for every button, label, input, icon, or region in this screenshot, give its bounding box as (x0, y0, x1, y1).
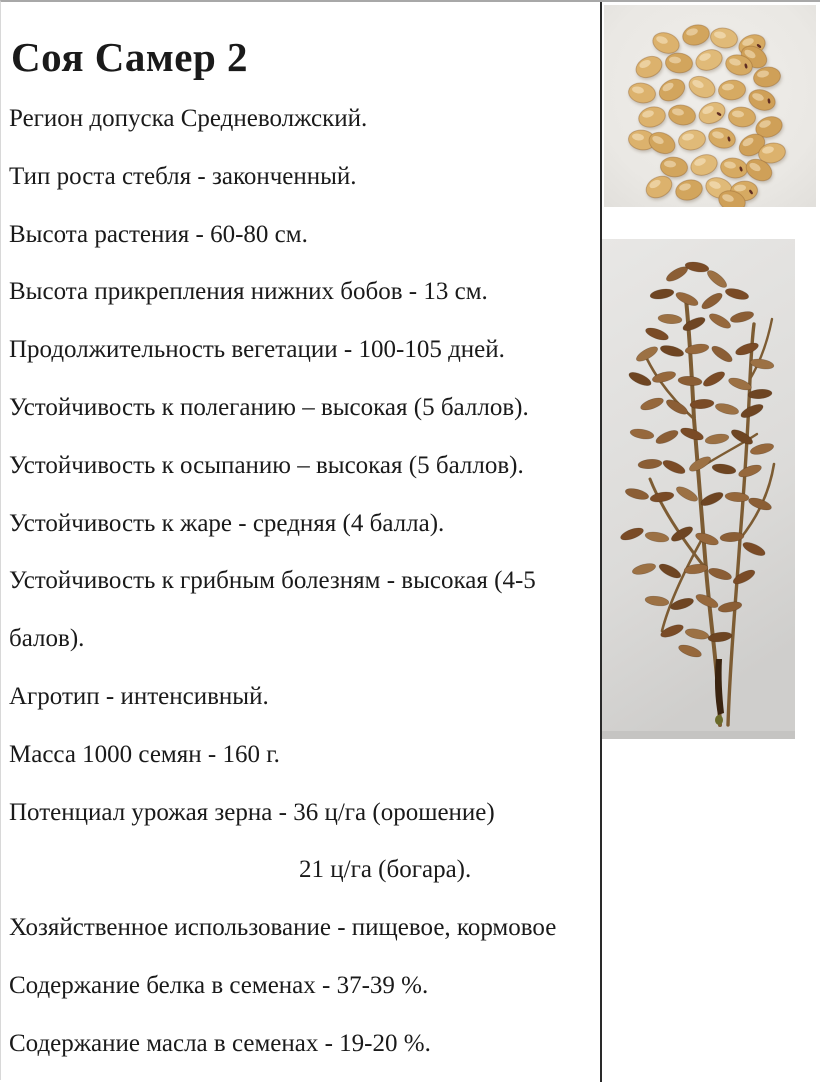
spec-line-seed-mass: Масса 1000 семян - 160 г. (9, 741, 280, 768)
spec-line-lodging: Устойчивость к полеганию – высокая (5 баллов). (9, 394, 529, 421)
spec-line-plant-height: Высота растения - 60-80 см. (9, 221, 308, 248)
spec-line-yield-irrig: Потенциал урожая зерна - 36 ц/га (орошение) (9, 799, 495, 826)
spec-line-fungal-2: балов). (9, 625, 85, 652)
spec-line-stem-type: Тип роста стебля - законченный. (9, 163, 357, 190)
spec-line-yield-rainfed: 21 ц/га (богара). (299, 856, 472, 883)
page-title: Соя Самер 2 (11, 34, 249, 81)
spec-line-region: Регион допуска Средневолжский. (9, 105, 368, 132)
spec-line-shattering: Устойчивость к осыпанию – высокая (5 баллов). (9, 452, 524, 479)
spec-line-pod-height: Высота прикрепления нижних бобов - 13 см. (9, 278, 488, 305)
spec-line-heat: Устойчивость к жаре - средняя (4 балла). (9, 510, 445, 537)
spec-line-fungal-1: Устойчивость к грибным болезням - высокая (4-5 (9, 567, 536, 594)
spec-line-oil: Содержание масла в семенах - 19-20 %. (9, 1030, 431, 1057)
spec-line-agrotype: Агротип - интенсивный. (9, 683, 269, 710)
spec-line-protein: Содержание белка в семенах - 37-39 %. (9, 972, 429, 999)
spec-line-usage: Хозяйственное использование - пищевое, кормовое (9, 914, 557, 941)
dried-soybean-plant-photo (602, 239, 795, 739)
soybean-seeds-photo (604, 5, 816, 207)
spec-line-vegetation: Продолжительность вегетации - 100-105 дней. (9, 336, 505, 363)
